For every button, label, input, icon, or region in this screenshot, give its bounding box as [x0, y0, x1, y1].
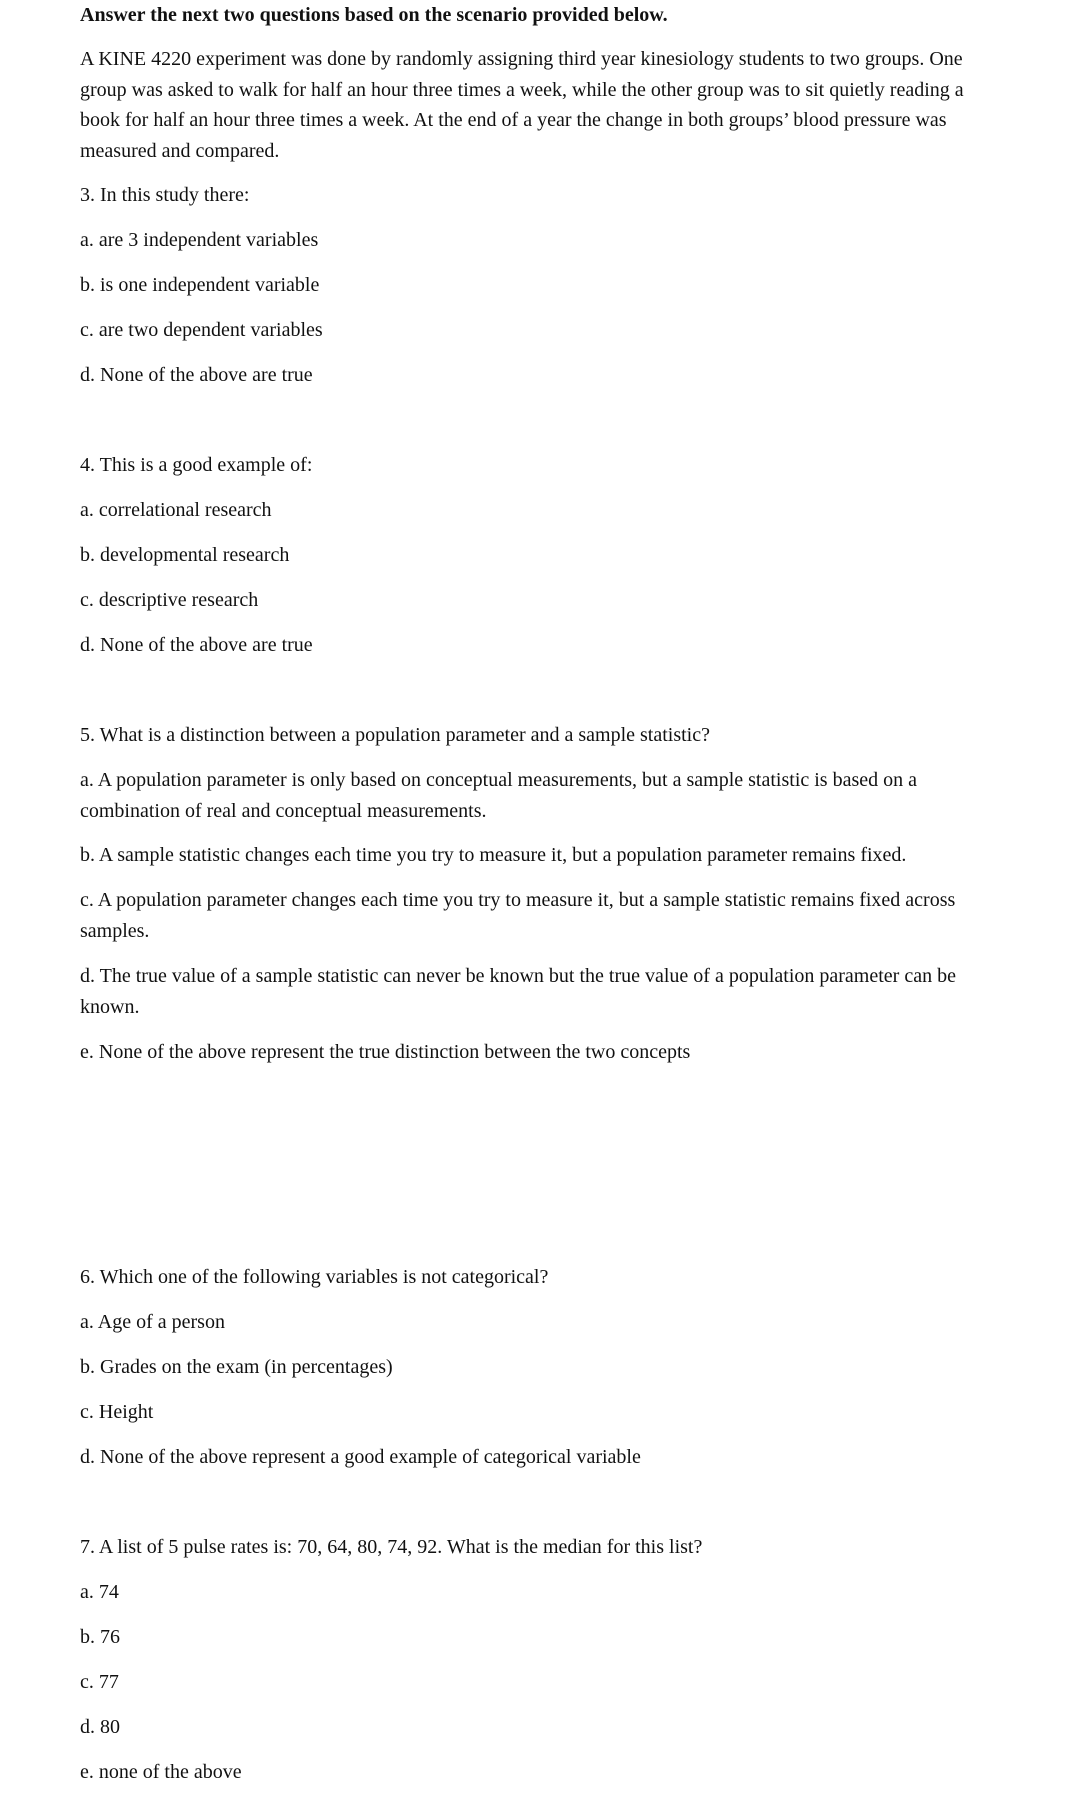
scenario-paragraph: A KINE 4220 experiment was done by randomly assigning third year kinesiology students to two groups. One group was asked to walk for half an hour three times a week, while the other group was to sit quietly reading a book for half an hour three times a week. At the end of a year the change in both groups’ blood pressure was measured and compared.	[80, 48, 964, 162]
question-7-option-d: d. 80	[80, 1716, 120, 1738]
question-7-option-c: c. 77	[80, 1671, 119, 1693]
question-7: 7. A list of 5 pulse rates is: 70, 64, 80, 74, 92. What is the median for this list?	[80, 1536, 703, 1558]
instruction-heading: Answer the next two questions based on the scenario provided below.	[80, 4, 668, 26]
question-3-option-b: b. is one independent variable	[80, 274, 320, 296]
question-6-option-c: c. Height	[80, 1401, 154, 1423]
question-5-option-b: b. A sample statistic changes each time you try to measure it, but a population parameter remains fixed.	[80, 844, 907, 866]
question-7-option-a: a. 74	[80, 1581, 119, 1603]
question-6-option-d: d. None of the above represent a good example of categorical variable	[80, 1446, 641, 1468]
question-5-option-a: a. A population parameter is only based on conceptual measurements, but a sample statistic is based on a combination of real and conceptual measurements.	[80, 769, 918, 822]
question-3-option-c: c. are two dependent variables	[80, 319, 323, 341]
question-6-option-b: b. Grades on the exam (in percentages)	[80, 1356, 393, 1378]
question-4-option-b: b. developmental research	[80, 544, 290, 566]
question-5-option-c: c. A population parameter changes each time you try to measure it, but a sample statistic remains fixed across samples.	[80, 889, 956, 942]
question-7-option-e: e. none of the above	[80, 1761, 242, 1783]
question-5: 5. What is a distinction between a population parameter and a sample statistic?	[80, 724, 710, 746]
question-6-option-a: a. Age of a person	[80, 1311, 225, 1333]
question-5-option-d: d. The true value of a sample statistic can never be known but the true value of a population parameter can be known.	[80, 965, 956, 1018]
question-6: 6. Which one of the following variables is not categorical?	[80, 1266, 549, 1288]
question-3: 3. In this study there:	[80, 184, 250, 206]
question-7-option-b: b. 76	[80, 1626, 120, 1648]
question-3-option-a: a. are 3 independent variables	[80, 229, 319, 251]
question-4: 4. This is a good example of:	[80, 454, 313, 476]
question-5-option-e: e. None of the above represent the true distinction between the two concepts	[80, 1041, 691, 1063]
question-4-option-d: d. None of the above are true	[80, 634, 313, 656]
question-4-option-c: c. descriptive research	[80, 589, 259, 611]
question-3-option-d: d. None of the above are true	[80, 364, 313, 386]
question-4-option-a: a. correlational research	[80, 499, 272, 521]
